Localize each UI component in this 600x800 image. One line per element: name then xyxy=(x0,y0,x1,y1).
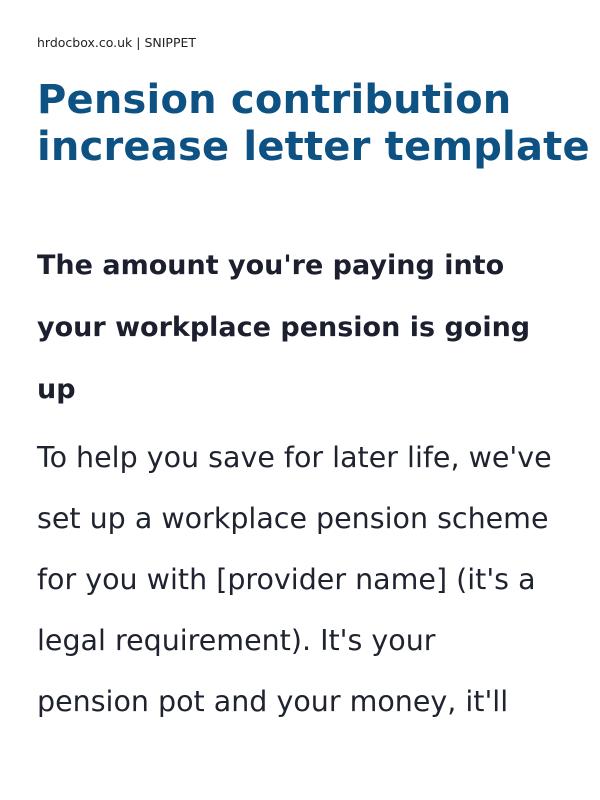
body-line: pension pot and your money, it'll xyxy=(37,685,509,718)
page-title xyxy=(37,77,590,171)
body-line: legal requirement). It's your xyxy=(37,624,436,657)
body-line: To help you save for later life, we've xyxy=(37,441,552,474)
page-title-line: increase letter template xyxy=(37,124,590,170)
page-title-line: Pension contribution xyxy=(37,77,512,123)
section-heading-line: up xyxy=(37,374,76,405)
body-line: set up a workplace pension scheme xyxy=(37,502,549,535)
section-heading xyxy=(37,235,567,421)
section-heading-line: your workplace pension is going xyxy=(37,312,531,343)
body-line: for you with [provider name] (it's a xyxy=(37,563,536,596)
source-label: hrdocbox.co.uk | SNIPPET xyxy=(37,35,197,50)
section-heading-line: The amount you're paying into xyxy=(37,250,505,281)
body-paragraph xyxy=(37,427,567,732)
